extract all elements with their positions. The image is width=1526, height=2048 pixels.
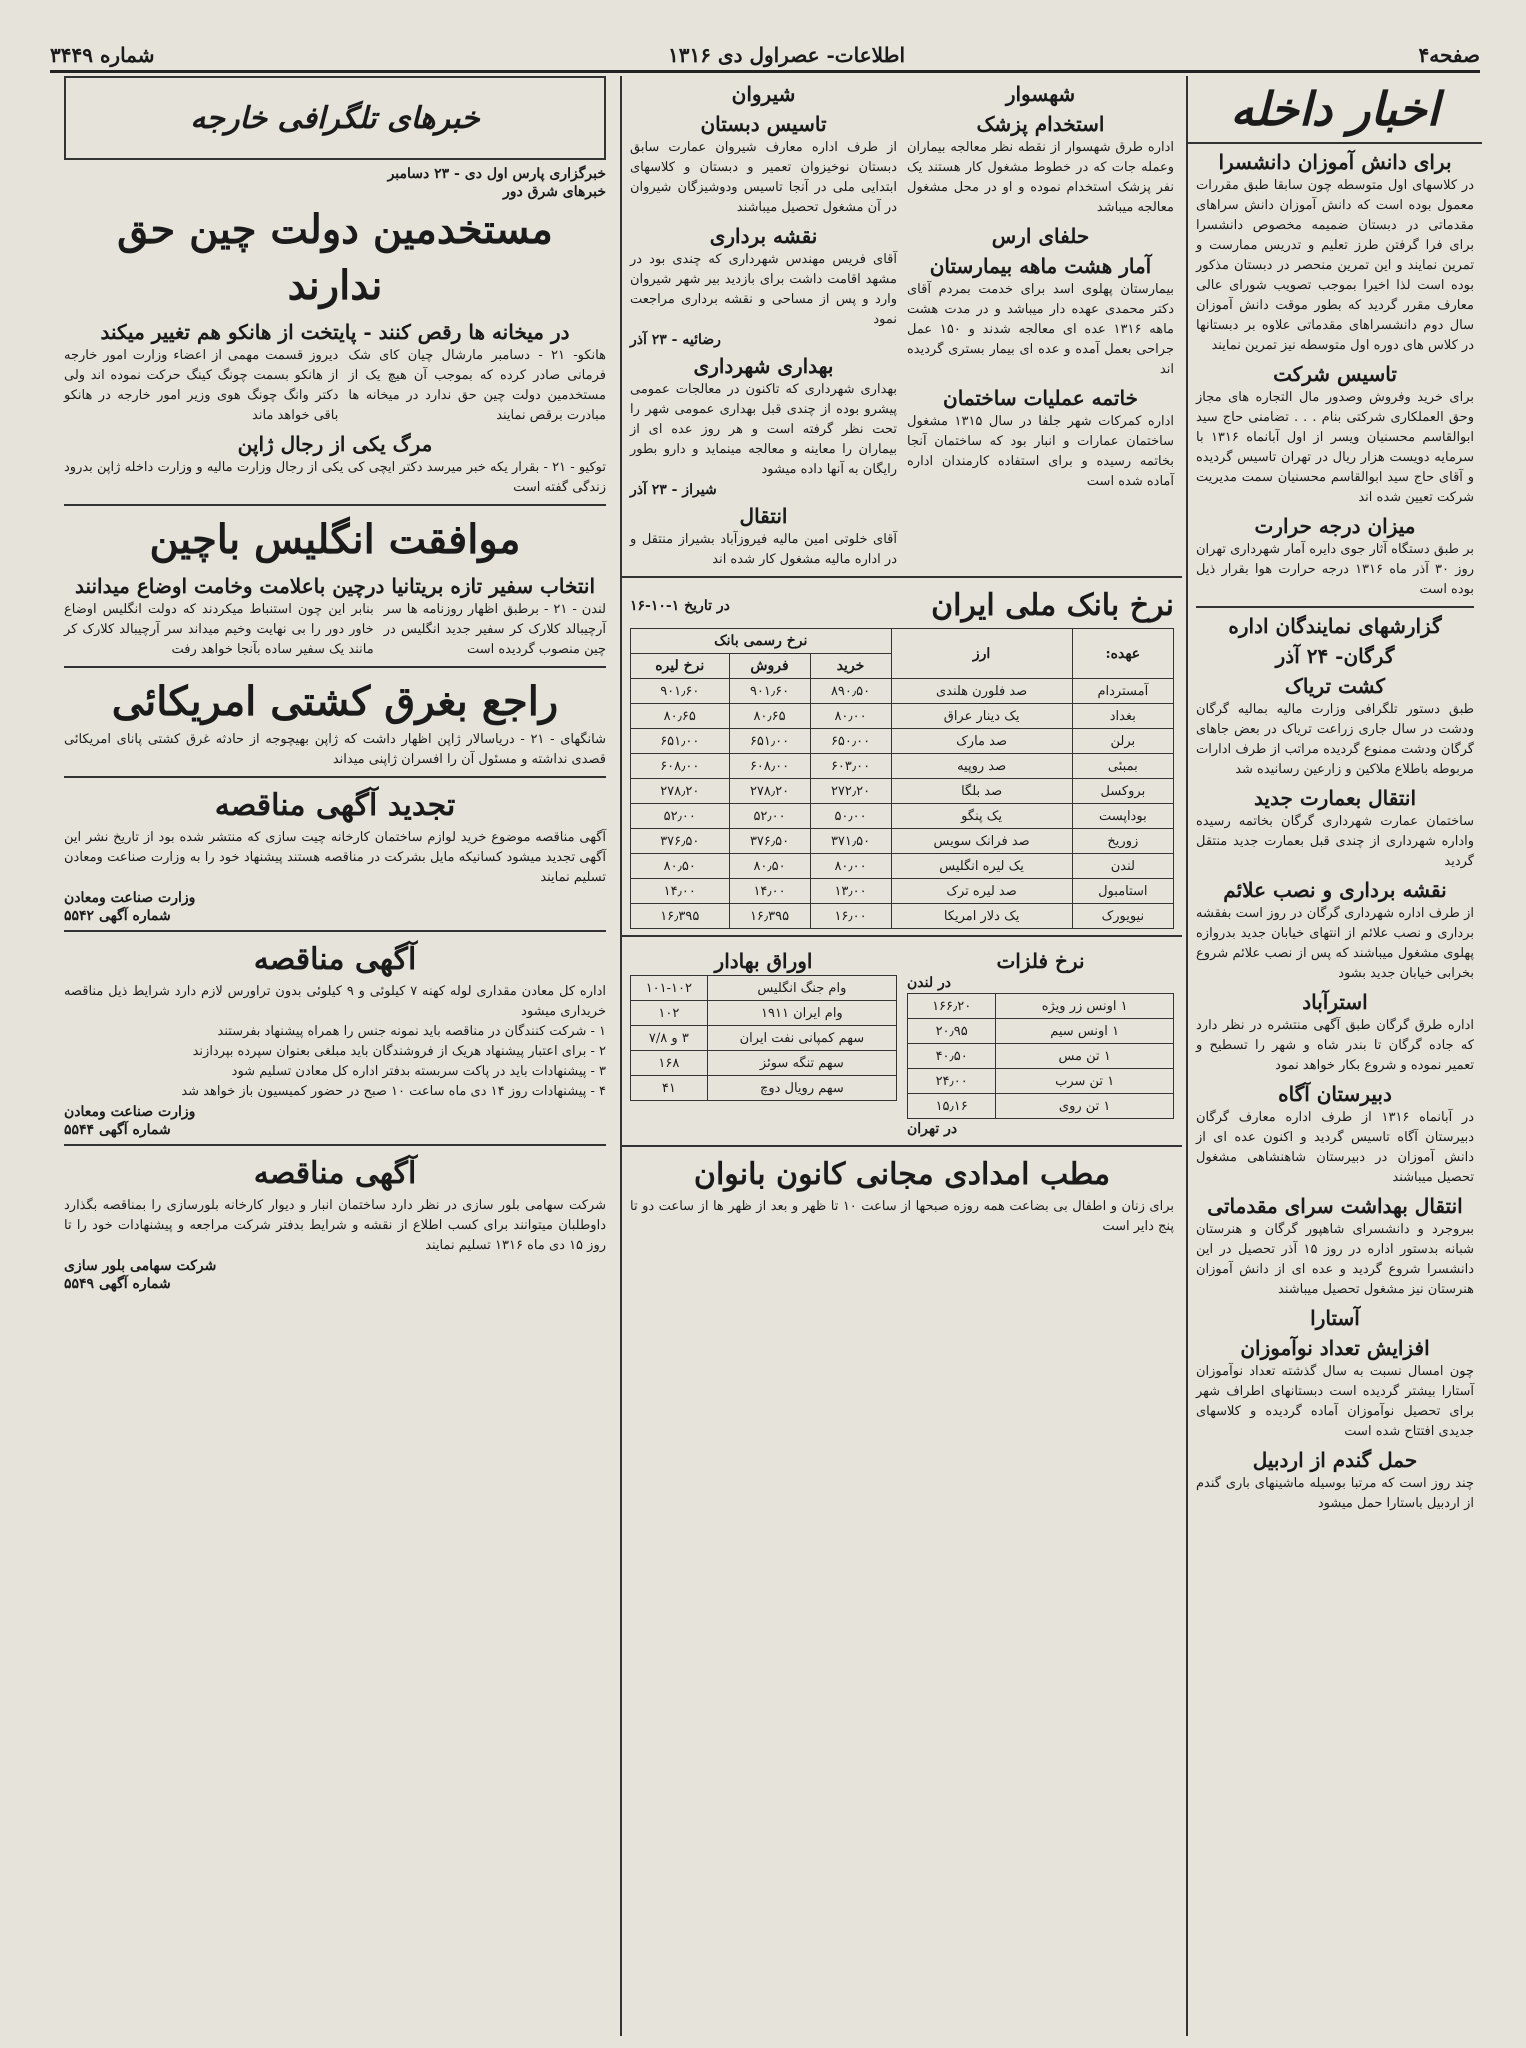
table-cell: زوریخ (1072, 829, 1173, 854)
article-text: اداره طرق گرگان طبق آگهی منتشره در نظر دارد که جاده گرگان تا بندر شاه و شهر را تسطیح و تعمیر نموده و شروع بکار خواهد نمود (1196, 1018, 1474, 1073)
table-cell: ۴۰٫۵۰ (908, 1044, 996, 1069)
divider (622, 576, 1182, 578)
bond-row (631, 1001, 897, 1026)
clinic-ad (630, 1153, 1174, 1237)
table-cell: آمستردام (1072, 679, 1173, 704)
bank-row (631, 829, 1174, 854)
bank-rate-table (630, 628, 1174, 929)
col-rasmi: نرخ رسمی بانک (631, 629, 892, 654)
table-cell: ۶۵۰٫۰۰ (810, 729, 891, 754)
table-cell: ۶۵۱٫۰۰ (729, 729, 810, 754)
article-text: شرکت سهامی بلور سازی در نظر دارد ساختمان انبار و دیوار کارخانه بلورسازی را بمناقصه بگذارد داوطلبان میتوانند برای کسب اطلاع از نقشه و شرایط بدفتر شرکت مراجعه و پیشنهادات خود را تا روز ۱۵ دی ماه ۱۳۱۶ تسلیم نمایند (64, 1198, 606, 1253)
bank-row (631, 904, 1174, 929)
bank-row (631, 754, 1174, 779)
article-text: برای خرید وفروش وصدور مال التجاره های مجاز وحق العملکاری شرکتی بنام . . . تضامنی حاج سید ابوالقاسم محسنیان ویسر از اول آبانماه ۱۳۱۶ با سرمایه دویست هزار ریال در تهران تاسیس گردیده و آقای حاج سید ابوالقاسم محسنیان سمت مدیریت شرکت تعیین شده اند (1196, 390, 1474, 505)
heading: آمار هشت ماهه بیمارستان (929, 254, 1152, 278)
headline-2-sub: انتخاب سفیر تازه بریتانیا درچین باعلامت وخامت اوضاع میدانند (74, 574, 596, 598)
table-cell: ۱۴٫۰۰ (729, 879, 810, 904)
article-text: چون امسال نسبت به سال گذشته تعداد نوآموزان آستارا بیشتر گردیده است دبستانهای اطراف شهر برای تحصیل نوآموزان آماده گردیده و کلاسهای جدیدی افتتاح شده است (1196, 1364, 1474, 1439)
bond-row (631, 976, 897, 1001)
bonds-table (630, 975, 897, 1101)
table-cell: سهم رویال دوچ (707, 1076, 896, 1101)
heading: مرگ یکی از رجال ژاپن (237, 432, 433, 456)
heading: دبیرستان آگاه (1278, 1082, 1392, 1106)
table-cell: ۲۷۲٫۲۰ (810, 779, 891, 804)
table-cell: یک دلار امریکا (891, 904, 1072, 929)
signature: شرکت سهامی بلور سازی (64, 1258, 217, 1274)
markets (630, 943, 1174, 1139)
table-cell: ۳۷۱٫۵۰ (810, 829, 891, 854)
heading: خاتمه عملیات ساختمان (943, 386, 1138, 410)
dateline: گرگان- ۲۴ آذر (1275, 644, 1395, 668)
heading: افزایش تعداد نوآموزان (1240, 1336, 1430, 1360)
metal-row (908, 1069, 1174, 1094)
signature: وزارت صناعت ومعادن (64, 1104, 196, 1120)
table-cell: ۱۶۶٫۲۰ (908, 994, 996, 1019)
heading: بهداری شهرداری (693, 354, 834, 378)
article-text: بهداری شهرداری که تاکنون در معالجات عمومی پیشرو بوده از چندی قبل بهداری عمومی شهر را تحت نظر گرفته است و هر روز عده ای از بیماران را معاینه و معالجه مینماید و دارو بطور رایگان به آنها داده میشود (630, 382, 897, 477)
table-cell: بروکسل (1072, 779, 1173, 804)
divider (64, 1144, 606, 1146)
heading: نقشه برداری و نصب علائم (1223, 878, 1447, 902)
condition-item: ۲ - برای اعتبار پیشنهاد هریک از فروشندگان باید مبلغی بعنوان سپرده بپردازند (192, 1044, 606, 1059)
table-cell: ۱۶٫۰۰ (810, 904, 891, 929)
divider (622, 1145, 1182, 1147)
dateline: حلفای ارس (991, 224, 1090, 248)
table-cell: لندن (1072, 854, 1173, 879)
ad-number: شماره آگهی ۵۵۴۴ (64, 1122, 171, 1138)
col-arz: ارز (891, 629, 1072, 679)
heading: استخدام پزشک (976, 112, 1105, 136)
masthead: اخبار داخله (1230, 82, 1440, 136)
article-text: ببروجرد و دانشسرای شاهپور گرگان و هنرستان شبانه بدستور اداره در روز ۱۵ آذر تحصیل در این دانشسرا شروع گردید و عده ای از دانش آموزان هنرستان نیز مشغول تحصیل میباشند (1196, 1222, 1475, 1297)
article-text: در آبانماه ۱۳۱۶ از طرف اداره معارف گرگان دبیرستان آگاه تاسیس گردید و اکنون عده ای از دانش آموزان در دبیرستان شاهنشاهی مشغول تحصیل میباشند (1196, 1110, 1474, 1185)
table-cell: ۱۰۲ (631, 1001, 708, 1026)
heading: استرآباد (1302, 990, 1368, 1014)
issue-number: شماره ۳۴۴۹ (50, 43, 155, 67)
table-cell: ۱۴٫۰۰ (631, 879, 730, 904)
divider (64, 776, 606, 778)
article-text: هانکو- ۲۱ - دسامبر مارشال چیان کای شک فرمانی صادر کرده که بموجب آن هیچ یک از مستخدمین دولت چین حق ندارد در میخانه ها مبادرت برقص نمایند (348, 348, 606, 423)
ad-number: شماره آگهی ۵۵۴۲ (64, 908, 171, 924)
tender-title: آگهی مناقصه (253, 1156, 417, 1191)
tender-conditions (64, 1022, 606, 1102)
table-cell: ۱۶٫۳۹۵ (631, 904, 730, 929)
col-mohde: عهده: (1072, 629, 1173, 679)
heading: انتقال بهداشت سرای مقدماتی (1207, 1194, 1463, 1218)
table-cell: ۵۲٫۰۰ (729, 804, 810, 829)
table-cell: ۵۲٫۰۰ (631, 804, 730, 829)
bank-row (631, 804, 1174, 829)
table-cell: ۲۰٫۹۵ (908, 1019, 996, 1044)
dateline: آستارا (1310, 1306, 1360, 1330)
table-cell: ۶۰۸٫۰۰ (729, 754, 810, 779)
metal-row (908, 994, 1174, 1019)
article-text: طبق دستور تلگرافی وزارت مالیه بمالیه گرگان ودشت در سال جاری زراعت تریاک در بعض جاهای گرگان ودشت ممنوع گردیده مراتب از طرف ادارات مربوطه باطلاع ملاکین و زارعین رسانیده شد (1196, 702, 1474, 777)
bond-row (631, 1026, 897, 1051)
article-text: بنابر این چون استنباط میکردند که دولت انگلیس اوضاع خاور دور را بی نهایت وخیم میداند سر آرچیبالد کلارک کر مانند یک سفیر ساده بآنجا خواهد رفت (64, 602, 374, 657)
table-cell: ۸۰٫۶۵ (729, 704, 810, 729)
article-text: چند روز است که مرتبا بوسیله ماشینهای باری گندم از اردبیل باستارا حمل میشود (1196, 1476, 1474, 1511)
table-cell: ۱۵٫۱۶ (908, 1094, 996, 1119)
table-cell: ۱ تن روی (996, 1094, 1174, 1119)
article-text: آقای فریس مهندس شهرداری که چندی بود در مشهد اقامت داشت برای بازدید بیر شهر شیروان وارد و پس از مساحی و نقشه برداری مراجعت نمود (630, 252, 897, 327)
tender-renewal-title: تجدید آگهی مناقصه (214, 788, 456, 823)
table-cell: استامبول (1072, 879, 1173, 904)
article-text: آگهی مناقصه موضوع خرید لوازم ساختمان کارخانه چیت سازی که منتشر شده بود از تاریخ نشر این آگهی تجدید میشود کسانیکه مایل بشرکت در مناقصه هستند پیشنهاد خود را به وزارت صناعت ومعادن تسلیم نمایند (64, 830, 606, 885)
metal-row (908, 1019, 1174, 1044)
article-text: اداره کمرکات شهر جلفا در سال ۱۳۱۵ مشغول ساختمان عمارات و انبار بود که ساختمان آنجا بخاتمه رسیده و برای استفاده کارمندان اداره آماده شده است (907, 414, 1174, 489)
left-column (56, 76, 614, 2036)
table-cell: سهم کمپانی نفت ایران (707, 1026, 896, 1051)
table-cell: سهم تنگه سوئز (707, 1051, 896, 1076)
table-cell: بغداد (1072, 704, 1173, 729)
tender-title: آگهی مناقصه (253, 942, 417, 977)
dateline: رضائیه - ۲۳ آذر (630, 332, 721, 348)
bank-row (631, 679, 1174, 704)
signature: وزارت صناعت ومعادن (64, 890, 196, 906)
bank-row (631, 854, 1174, 879)
article-text: لندن - ۲۱ - برطبق اظهار روزنامه ها سر آرچیبالد کلارک کر سفیر جدید انگلیس در چین منصوب گردیده است (383, 602, 606, 657)
table-cell: یک دینار عراق (891, 704, 1072, 729)
article-text: توکیو - ۲۱ - بقرار یکه خبر میرسد دکتر ایچی کی یکی از رجال وزارت مالیه و وزارت داخله ژاپن بدرود زندگی گفته است (64, 460, 607, 495)
table-cell: صد مارک (891, 729, 1072, 754)
london-label: در لندن (907, 975, 951, 991)
table-cell: یک لیره انگلیس (891, 854, 1072, 879)
divider (1188, 142, 1482, 144)
table-cell: صد بلگا (891, 779, 1072, 804)
divider (1196, 606, 1474, 608)
metals-table (907, 993, 1174, 1119)
metal-row (908, 1094, 1174, 1119)
table-cell: وام ایران ۱۹۱۱ (707, 1001, 896, 1026)
table-cell: ۹۰۱٫۶۰ (631, 679, 730, 704)
table-cell: بوداپست (1072, 804, 1173, 829)
heading: انتقال بعمارت جدید (1253, 786, 1417, 810)
article-text: بر طبق دستگاه آثار جوی دایره آمار شهرداری تهران روز ۳۰ آذر ماه ۱۳۱۶ درجه حرارت هوا بقرار ذیل بوده است (1196, 542, 1475, 597)
col-forush: فروش (729, 654, 810, 679)
table-cell: صد روپیه (891, 754, 1072, 779)
dateline: شیروان (731, 82, 796, 106)
tehran-label: در تهران (907, 1121, 958, 1137)
table-cell: ۱ تن سرب (996, 1069, 1174, 1094)
bank-row (631, 779, 1174, 804)
table-cell: ۳۷۶٫۵۰ (729, 829, 810, 854)
heading: انتقال (739, 504, 788, 528)
table-cell: ۲۷۸٫۲۰ (729, 779, 810, 804)
divider (64, 504, 606, 506)
table-cell: ۸۰٫۶۵ (631, 704, 730, 729)
table-cell: ۴۱ (631, 1076, 708, 1101)
col-last: نرخ لیره (631, 654, 730, 679)
table-cell: ۸۰٫۰۰ (810, 854, 891, 879)
table-cell: ۸۰٫۵۰ (729, 854, 810, 879)
headline-3: راجع بغرق کشتی امریکائی (111, 678, 559, 725)
article-text: از طرف اداره شهرداری گرگان در روز است بفقشه برداری و نصب علائم از انتهای خیابان جدید بدروازه پهلوی مشغول میباشند که پس از نصب علائم شروع بخرابی خیابان جدید بشود (1196, 906, 1474, 981)
table-cell: ۱۶٫۳۹۵ (729, 904, 810, 929)
article-text: آقای خلوتی امین مالیه فیروزآباد بشیراز منتقل و در اداره مالیه مشغول کار شده اند (630, 532, 897, 567)
divider (622, 935, 1182, 937)
page-header (50, 40, 1480, 73)
heading: تاسیس شرکت (1273, 362, 1397, 386)
agency-line: خبرگزاری پارس اول دی - ۲۳ دسامبر (387, 166, 606, 182)
table-cell: صد فلورن هلندی (891, 679, 1072, 704)
table-cell: ۹۰۱٫۶۰ (729, 679, 810, 704)
dateline: شیراز - ۲۳ آذر (630, 482, 717, 498)
table-cell: ۱ اونس سیم (996, 1019, 1174, 1044)
table-cell: نیویورک (1072, 904, 1173, 929)
heading: تاسیس دبستان (700, 112, 827, 136)
metal-row (908, 1044, 1174, 1069)
right-column (1186, 76, 1482, 2036)
condition-item: ۳ - پیشنهادات باید در پاکت سربسته بدفتر اداره کل معادن تسلیم شود (231, 1064, 606, 1079)
heading: گزارشهای نمایندگان اداره (1228, 614, 1442, 638)
headline-2: موافقت انگلیس باچین (149, 516, 521, 563)
dateline: شهسوار (1005, 82, 1076, 106)
heading: حمل گندم از اردبیل (1252, 1448, 1418, 1472)
table-cell: ۸۹۰٫۵۰ (810, 679, 891, 704)
table-cell: ۱ اونس زر ویژه (996, 994, 1174, 1019)
bank-title: نرخ بانک ملی ایران (931, 588, 1174, 623)
table-cell: ۳ و ۷/۸ (631, 1026, 708, 1051)
table-cell: یک پنگو (891, 804, 1072, 829)
table-cell: ۲۷۸٫۲۰ (631, 779, 730, 804)
clinic-text: برای زنان و اطفال بی بضاعت همه روزه صبحها از ساعت ۱۰ تا ظهر و بعد از ظهر ها از ساعت دو تا پنج دایر است (630, 1199, 1174, 1234)
table-cell: ۵۰٫۰۰ (810, 804, 891, 829)
metals-title: نرخ فلزات (996, 949, 1085, 973)
section-label: خبرهای شرق دور (502, 184, 606, 200)
bank-row (631, 879, 1174, 904)
col-kharid: خرید (810, 654, 891, 679)
table-cell: ۸۰٫۵۰ (631, 854, 730, 879)
bank-row (631, 704, 1174, 729)
article-text: شانگهای - ۲۱ - دریاسالار ژاپن اظهار داشت که ژاپن بهیچوجه از حادثه غرق کشتی پانای امریکائی قصدی نداشته و مسئول آن را افسران ژاپنی میداند (64, 732, 606, 767)
table-cell: برلن (1072, 729, 1173, 754)
condition-item: ۱ - شرکت کنندگان در مناقصه باید نمونه جنس را همراه پیشنهاد بفرستند (217, 1024, 606, 1039)
table-cell: صد فرانک سویس (891, 829, 1072, 854)
table-cell: ۱۶۸ (631, 1051, 708, 1076)
headline-1: مستخدمین دولت چین حق ندارند (117, 206, 553, 309)
foreign-news-banner: خبرهای تلگرافی خارجه (64, 76, 606, 160)
heading: کشت تریاک (1284, 674, 1386, 698)
table-cell: ۳۷۶٫۵۰ (631, 829, 730, 854)
page-number: صفحه۴ (1418, 43, 1480, 67)
heading: نقشه برداری (709, 224, 818, 248)
table-cell: ۶۰۸٫۰۰ (631, 754, 730, 779)
condition-item: ۴ - پیشنهادات روز ۱۴ دی ماه ساعت ۱۰ صبح در حضور کمیسیون باز خواهد شد (181, 1084, 606, 1099)
article-text: از طرف اداره معارف شیروان عمارت سابق دبستان نوخیزوان تعمیر و دبستان و کلاسهای ابتدایی ملی در آنجا تاسیس ودوشیزگان شیروان در آن مشغول تحصیل میباشند (630, 140, 897, 215)
article-text: دیروز قسمت مهمی از اعضاء وزارت امور خارجه از هانکو بسمت چونگ کینگ حرکت نموده اند ولی دکتر وانگ چونگ هوی وزیر امور خارجه در هانکو باقی خواهد ماند (64, 348, 339, 423)
bond-row (631, 1076, 897, 1101)
table-cell: بمبئی (1072, 754, 1173, 779)
middle-column (620, 76, 1182, 2036)
table-cell: ۱۰۱-۱۰۲ (631, 976, 708, 1001)
table-cell: ۱ تن مس (996, 1044, 1174, 1069)
headline-1-sub: در میخانه ها رقص کنند - پایتخت از هانکو هم تغییر میکند (100, 320, 570, 344)
table-cell: صد لیره ترک (891, 879, 1072, 904)
heading: میزان درجه حرارت (1254, 514, 1416, 538)
table-cell: وام جنگ انگلیس (707, 976, 896, 1001)
bond-row (631, 1051, 897, 1076)
bank-rates (630, 584, 1174, 929)
ad-number: شماره آگهی ۵۵۴۹ (64, 1276, 171, 1292)
clinic-title: مطب امدادی مجانی کانون بانوان (693, 1157, 1111, 1192)
bank-date: در تاریخ ۱-۱۰-۱۶ (630, 598, 730, 614)
table-cell: ۱۳٫۰۰ (810, 879, 891, 904)
divider (64, 930, 606, 932)
article-text: اداره کل معادن مقداری لوله کهنه ۷ کیلوئی و ۹ کیلوئی بدون تراورس لازم دارد شرایط ذیل مناقصه خریداری میشود (64, 984, 606, 1019)
header-center: اطلاعات- عصراول دی ۱۳۱۶ (667, 43, 906, 67)
bank-row (631, 729, 1174, 754)
bonds-title: اوراق بهادار (714, 949, 813, 973)
article-text: بیمارستان پهلوی اسد برای خدمت بمردم آقای دکتر محمدی عهده دار میباشد و در مدت هشت ماهه ۱۳۱۶ عده ای معالجه شدند و ۱۵۰ عمل جراحی بعمل آمده و عده ای بیمار بستری گردیده اند (907, 282, 1174, 377)
table-cell: ۲۴٫۰۰ (908, 1069, 996, 1094)
article-text: ساختمان عمارت شهرداری گرگان بخاتمه رسیده واداره شهرداری از چندی قبل بعمارت جدید منتقل گردید (1196, 814, 1474, 869)
article-text: در کلاسهای اول متوسطه چون سابقا طبق مقررات معمول بوده است که دانش آموزان دانش سراهای مقدماتی در دبستان ضمیمه مخصوص دانشسرا برای فرا گرفتن طرز تعلیم و تدریس ممارست و تمرین نمایند و این تمرین منحصر در دبستان مذکور بوده است لذا اخیرا بموجب تصویب شورای عالی معارف مقرر گردید که بطور موقت دانش آموزان سال دوم دانشسراهای مقدماتی علاوه بر دبستانها در کلاس های دوره اول متوسطه نیز تمرین نمایند (1196, 178, 1474, 353)
table-cell: ۶۰۳٫۰۰ (810, 754, 891, 779)
divider (64, 666, 606, 668)
article-text: اداره طرق شهسوار از نقطه نظر معالجه بیماران وعمله جات که در خطوط مشغول کار هستند یک نفر پزشک استخدام نموده و او در محل مشغول معالجه میباشد (907, 140, 1174, 215)
heading: برای دانش آموزان دانشسرا (1218, 150, 1452, 174)
table-cell: ۶۵۱٫۰۰ (631, 729, 730, 754)
provincial-news (630, 76, 1174, 570)
table-cell: ۸۰٫۰۰ (810, 704, 891, 729)
